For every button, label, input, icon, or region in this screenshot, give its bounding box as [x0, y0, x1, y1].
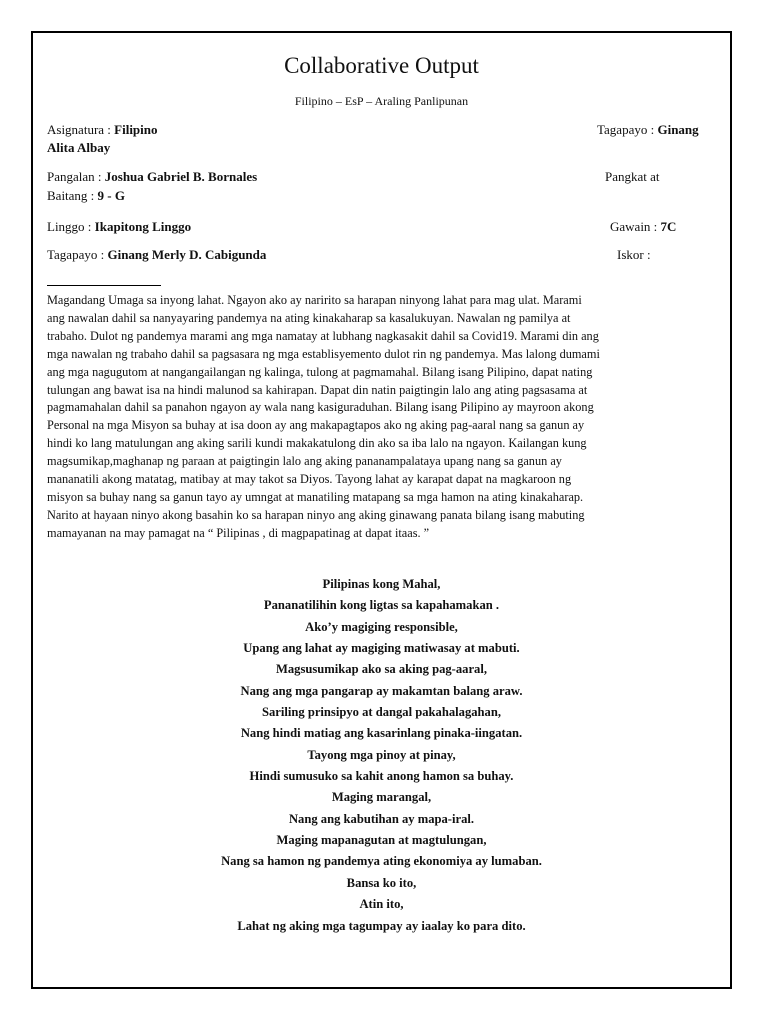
- document-title: Collaborative Output: [284, 53, 479, 78]
- poem-line: Ako’y magiging responsible,: [305, 619, 458, 634]
- poem-line: Lahat ng aking mga tagumpay ay iaalay ko para dito.: [237, 918, 526, 933]
- paragraph-line: mamayanan na may pamagat na “ Pilipinas , di magpapatinag at dapat itaas. ”: [47, 525, 430, 540]
- paragraph-line: Narito at hayaan ninyo akong basahin ko sa harapan ninyo ang aking ginawang panata bilang isang mabuting: [47, 507, 585, 522]
- paragraph-line: Personal na mga Misyon sa buhay at isa doon ay ang makapagtapos ako ng aking pag-aaral nang sa ganun ay: [47, 418, 585, 433]
- tagapayo-right-continued: [47, 139, 110, 157]
- signature-line: [47, 285, 161, 286]
- gawain-label: Gawain :: [610, 219, 658, 234]
- poem-line: Atin ito,: [359, 897, 404, 912]
- baitang-value: 9 - G: [97, 188, 125, 203]
- baitang-field: [47, 187, 125, 205]
- asignatura-label: Asignatura :: [47, 122, 111, 137]
- pangalan-field: [47, 168, 257, 186]
- poem-line: Nang sa hamon ng pandemya ating ekonomiya ay lumaban.: [221, 854, 542, 869]
- poem-line: Bansa ko ito,: [346, 875, 417, 890]
- tagapayo-right-field: [597, 121, 699, 139]
- pangalan-label: Pangalan :: [47, 169, 102, 184]
- document-page: [31, 31, 732, 989]
- poem-line: Pananatilihin kong ligtas sa kapahamakan .: [263, 598, 500, 613]
- document-subtitle: Filipino – EsP – Araling Panlipunan: [294, 94, 469, 108]
- linggo-value: Ikapitong Linggo: [94, 219, 192, 234]
- poem-line: Maging marangal,: [331, 790, 432, 805]
- paragraph-line: misyon sa buhay nang sa ganun tayo ay umngat at manatiling matapang sa mga hamon na ating kinakaharap.: [47, 489, 584, 504]
- linggo-label: Linggo :: [47, 219, 92, 234]
- linggo-field: [47, 218, 191, 236]
- tagapayo-right-label: Tagapayo :: [597, 122, 655, 137]
- asignatura-value: Filipino: [114, 122, 158, 137]
- tagapayo-field: [47, 246, 266, 264]
- body-paragraph: [47, 292, 722, 543]
- paragraph-line: hindi ko lang matulungan ang aking sarili kundi makakatulong din ako sa iba lalo na ngayon. Kailangan kung: [47, 436, 587, 451]
- paragraph-line: tulungan ang bawat isa na hindi malunod sa kahirapan. Dapat din natin paigtingin lalo ang ating pagsasama at: [47, 382, 588, 397]
- poem-line: Nang hindi matiag ang kasarinlang pinaka-iingatan.: [240, 726, 523, 741]
- iskor-label: Iskor :: [617, 247, 651, 262]
- paragraph-line: Magandang Umaga sa inyong lahat. Ngayon ako ay naririto sa harapan ninyong lahat para mag ulat. Marami: [47, 293, 582, 307]
- tagapayo-value: Ginang Merly D. Cabigunda: [107, 247, 267, 262]
- pangkat-label: Pangkat at: [605, 169, 660, 184]
- poem-line: Sariling prinsipyo at dangal pakahalagahan,: [261, 705, 501, 720]
- poem-line: Tayong mga pinoy at pinay,: [307, 747, 456, 762]
- tagapayo-right-continued-text: Alita Albay: [47, 140, 111, 155]
- poem-line: Nang ang kabutihan ay mapa-iral.: [288, 811, 475, 826]
- gawain-field: [610, 218, 676, 236]
- paragraph-line: pagmamahalan dahil sa panahon ngayon ay wala nang kasiguraduhan. Bilang isang Pilipino ay mayroon akong: [47, 400, 594, 415]
- paragraph-line: ang mga nagugutom at nangangailangan ng kalinga, tulong at pagmamahal. Bilang isang Pilipino, dapat nating: [47, 364, 593, 379]
- paragraph-line: mga nawalan ng trabaho dahil sa pagsasara ng mga establisyemento dulot rin ng pandemya. Mas lalong dumami: [47, 346, 600, 361]
- paragraph-line: ang nawalan dahil sa nanyayaring pandemya na ating kinakaharap sa kasalukuyan. Nawalan ng pamilya at: [47, 310, 571, 325]
- poem-line: Magsusumikap ako sa aking pag-aaral,: [276, 662, 487, 677]
- gawain-value: 7C: [660, 219, 677, 234]
- asignatura-field: [47, 121, 158, 139]
- tagapayo-label: Tagapayo :: [47, 247, 105, 262]
- poem-line: Nang ang mga pangarap ay makamtan balang araw.: [240, 683, 523, 698]
- poem-line: Hindi sumusuko sa kahit anong hamon sa buhay.: [249, 769, 514, 784]
- paragraph-line: trabaho. Dulot ng pandemya marami ang mga namatay at lubhang nagkasakit dahil sa Covid19. Marami din ang: [47, 328, 599, 343]
- poem-line: Maging mapanagutan at magtulungan,: [276, 833, 487, 848]
- paragraph-line: magsumikap,maghanap ng paraan at paigtingin lalo ang aking pananampalataya upang nang sa ganun ay: [47, 454, 562, 469]
- poem-line: Pilipinas kong Mahal,: [322, 577, 441, 591]
- iskor-field: [617, 246, 651, 264]
- paragraph-line: mananatili akong matatag, matibay at may takot sa Diyos. Tayong lahat ay karapat dapat na magkaroon ng: [47, 472, 572, 487]
- poem: [33, 574, 730, 937]
- tagapayo-right-value: Ginang: [657, 122, 699, 137]
- poem-line: Upang ang lahat ay magiging matiwasay at mabuti.: [243, 641, 520, 656]
- pangalan-value: Joshua Gabriel B. Bornales: [104, 169, 258, 184]
- pangkat-field: [605, 168, 660, 186]
- baitang-label: Baitang :: [47, 188, 95, 203]
